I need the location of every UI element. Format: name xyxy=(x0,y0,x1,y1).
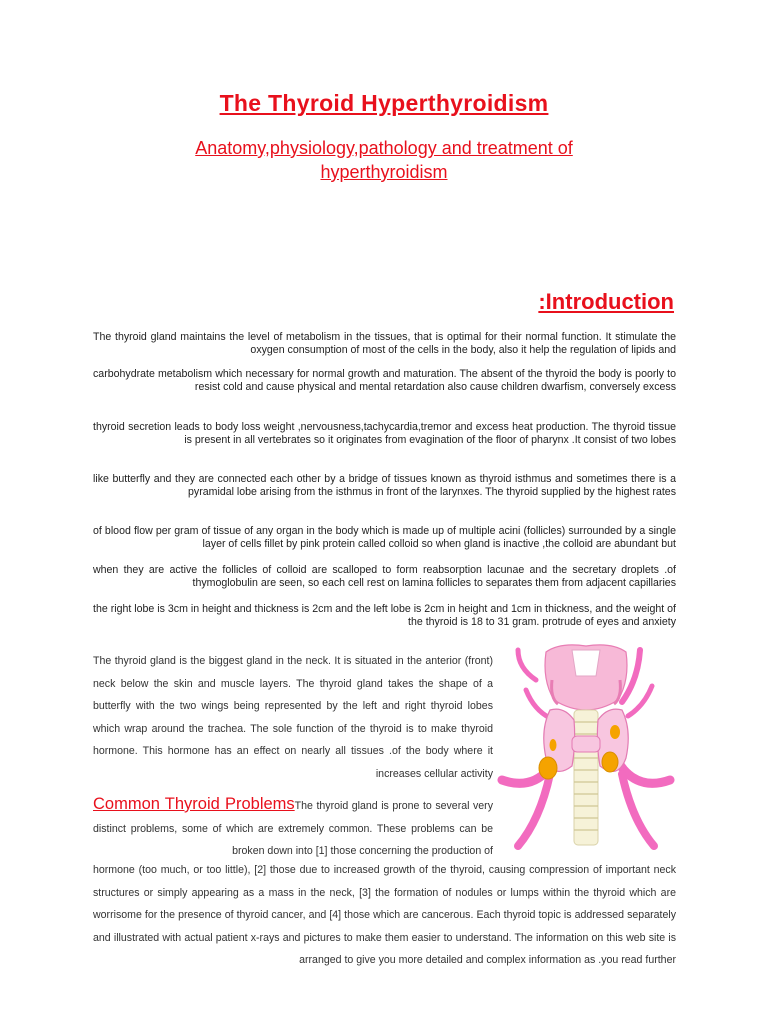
intro-paragraph: of blood flow per gram of tissue of any organ in the body which is made up of multiple acini (follicles) surrounded by a single layer of cells fillet by pink protein called colloid so when gland is inactive ,the colloid are abundant but xyxy=(93,525,676,551)
common-problems-paragraph xyxy=(93,793,493,863)
thyroid-anatomy-illustration xyxy=(490,640,682,850)
document-title: The Thyroid Hyperthyroidism xyxy=(219,90,549,116)
intro-paragraph: thyroid secretion leads to body loss weight ,nervousness,tachycardia,tremor and excess heat production. The thyroid tissue is present in all vertebrates so it originates from evagination of the floor of pharynx .It consist of two lobes xyxy=(93,421,676,447)
common-problems-heading: Common Thyroid Problems xyxy=(93,795,295,813)
intro-paragraph: like butterfly and they are connected each other by a bridge of tissues known as thyroid isthmus and sometimes there is a pyramidal lobe arising from the isthmus in front of the larynxes. The thyroid supplied by the highest rates xyxy=(93,473,676,499)
problems-text-part2: hormone (too much, or too little), [2] those due to increased growth of the thyroid, causing compression of important neck structures or simply appearing as a mass in the neck, [3] the formation of nodules or lumps within the thyroid which are worrisome for the presence of thyroid cancer, and [4] those which are cancerous. Each thyroid topic is addressed separately and illustrated with actual patient x-rays and pictures to make them easier to understand. The information on this web site is arranged to give you more detailed and complex information as .you read further xyxy=(93,864,676,967)
intro-paragraph: carbohydrate metabolism which necessary for normal growth and maturation. The absent of the thyroid the body is poorly to resist cold and cause physical and mental retardation also cause children dwarfism, conversely excess xyxy=(93,368,676,394)
introduction-heading: :Introduction xyxy=(538,289,674,314)
problems-text-part1: The thyroid gland is prone to several very distinct problems, some of which are extremely common. These problems can be broken down into [1] those concerning the production of xyxy=(93,800,494,858)
document-subtitle: Anatomy,physiology,pathology and treatment of hyperthyroidism xyxy=(195,138,573,182)
intro-paragraph: The thyroid gland maintains the level of metabolism in the tissues, that is optimal for their normal function. It stimulate the oxygen consumption of most of the cells in the body, also it help the regulation of lipids and xyxy=(93,331,676,357)
intro-paragraph: the right lobe is 3cm in height and thickness is 2cm and the left lobe is 2cm in height and 1cm in thickness, and the weight of the thyroid is 18 to 31 gram. protrude of eyes and anxiety xyxy=(93,603,676,629)
thyroid-gland-paragraph: The thyroid gland is the biggest gland in the neck. It is situated in the anterior (front) neck below the skin and muscle layers. The thyroid gland takes the shape of a butterfly with the two wings being represented by the left and right thyroid lobes which wrap around the trachea. The sole function of the thyroid is to make thyroid hormone. This hormone has an effect on nearly all tissues .of the body where it increases cellular activity xyxy=(93,655,493,780)
intro-paragraph: when they are active the follicles of colloid are scalloped to form reabsorption lacunae and the secretary droplets .of thymoglobulin are seen, so each cell rest on lamina follicles to separates them from adjacent capillaries xyxy=(93,564,676,590)
